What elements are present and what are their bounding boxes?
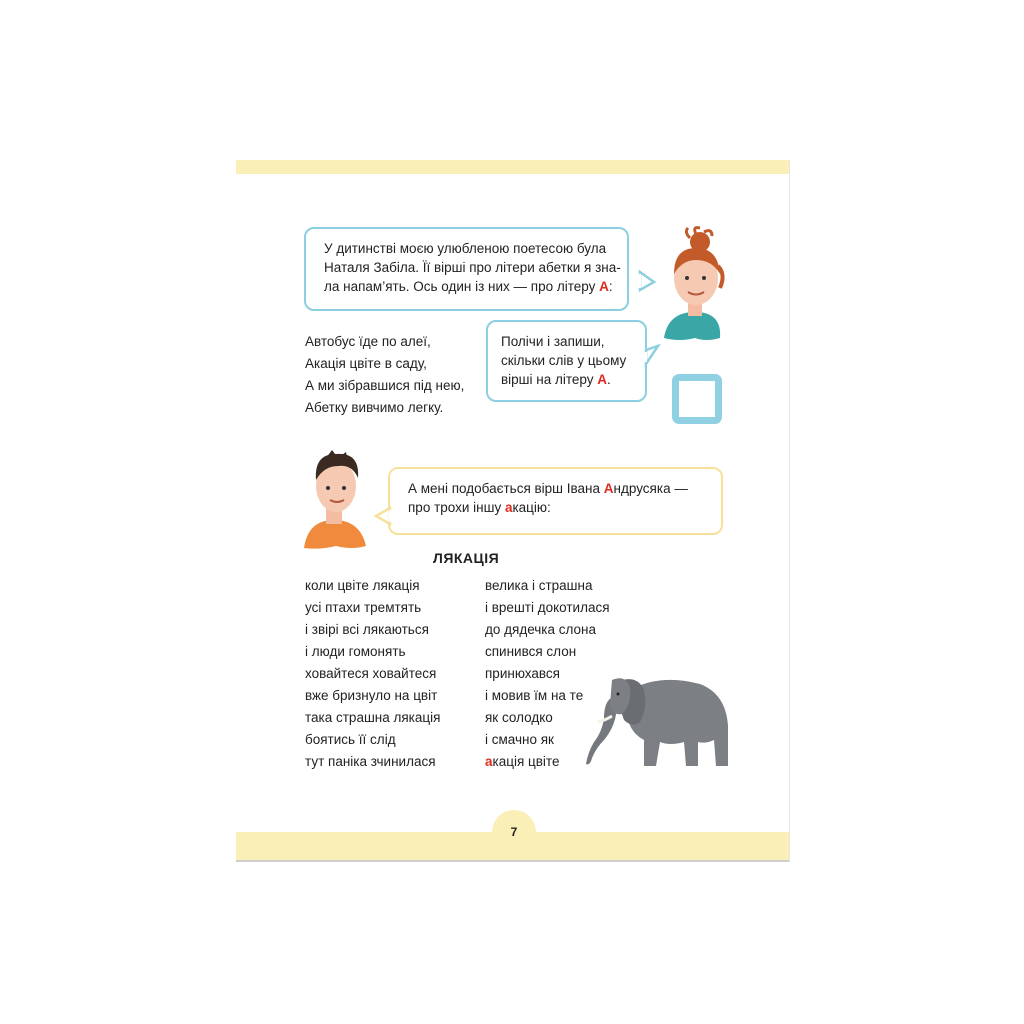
boy-illustration [304, 450, 368, 550]
poem-line: і звірі всі лякаються [305, 622, 429, 637]
poem-line: велика і страшна [485, 578, 593, 593]
poem-line: і люди гомонять [305, 644, 406, 659]
girl-speech-bubble [304, 227, 629, 311]
poem-title: ЛЯКАЦІЯ [433, 550, 500, 566]
poem-line: і врешті докотилася [485, 600, 610, 615]
task-line-2: скільки слів у цьому [501, 353, 627, 368]
poem-line: усі птахи тремтять [305, 600, 422, 615]
boy-letter-highlight-1: А [603, 481, 614, 496]
task-bubble-tail [646, 350, 660, 366]
poem-line: спинився слон [485, 644, 577, 659]
poem-line: боятись її слід [305, 732, 396, 747]
girl-bubble-line-2: Наталя Забіла. Її вірші про літери абетки я зна- [324, 260, 621, 275]
poem-line: вже бризнуло на цвіт [305, 688, 438, 703]
poem-line: і смачно як [485, 732, 554, 747]
last-line-rest: кація цвіте [492, 754, 560, 769]
boy-bubble-text-1b: ндрусяка — [613, 481, 688, 496]
task-speech-bubble [486, 320, 647, 402]
poem-line: як солодко [485, 710, 553, 725]
boy-speech-bubble [388, 467, 723, 535]
boy-letter-highlight-2: а [504, 500, 513, 515]
task-end: . [607, 372, 611, 387]
letter-a-highlight: А [599, 279, 609, 294]
girl-bubble-line-3: ла напам’ять. Ось один із них — про літеру [324, 279, 600, 294]
poem-line: і мовив їм на те [485, 688, 584, 703]
poem-line: А ми зібравшися під нею, [305, 378, 465, 393]
poem-line: коли цвіте лякація [305, 578, 420, 593]
task-line-1: Полічи і запиши, [501, 334, 605, 349]
top-band [236, 160, 789, 174]
poem-line: тут паніка зчинилася [305, 754, 436, 769]
book-page [236, 160, 790, 862]
girl-bubble-tail [640, 272, 656, 292]
girl-bubble-line-1: У дитинстві моєю улюбленою поетесою була [324, 241, 607, 256]
answer-box[interactable] [672, 374, 722, 424]
task-line-3: вірші на літеру [501, 372, 598, 387]
boy-bubble-text-2b: кацію: [512, 500, 551, 515]
poem-line: така страшна лякація [305, 710, 441, 725]
boy-bubble-text-1: А мені подобається вірш Івана [408, 481, 604, 496]
poem-line: Акація цвіте в саду, [305, 356, 427, 371]
boy-bubble-text-2: про трохи іншу [408, 500, 505, 515]
page-number: 7 [492, 810, 536, 854]
zabila-poem [305, 331, 464, 419]
poem-line: Автобус їде по алеї, [305, 334, 431, 349]
poem-line: Абетку вивчимо легку. [305, 400, 444, 415]
boy-bubble-tail [374, 508, 390, 528]
poem-line: ховайтеся ховайтеся [305, 666, 437, 681]
girl-bubble-end: : [608, 279, 613, 294]
task-letter-highlight: А [597, 372, 607, 387]
elephant-illustration [582, 670, 732, 772]
girl-illustration [660, 226, 730, 342]
last-line-highlight: а [485, 754, 493, 769]
poem-column-1 [305, 575, 440, 773]
poem-line: до дядечка слона [485, 622, 597, 637]
poem-line: принюхався [485, 666, 560, 681]
